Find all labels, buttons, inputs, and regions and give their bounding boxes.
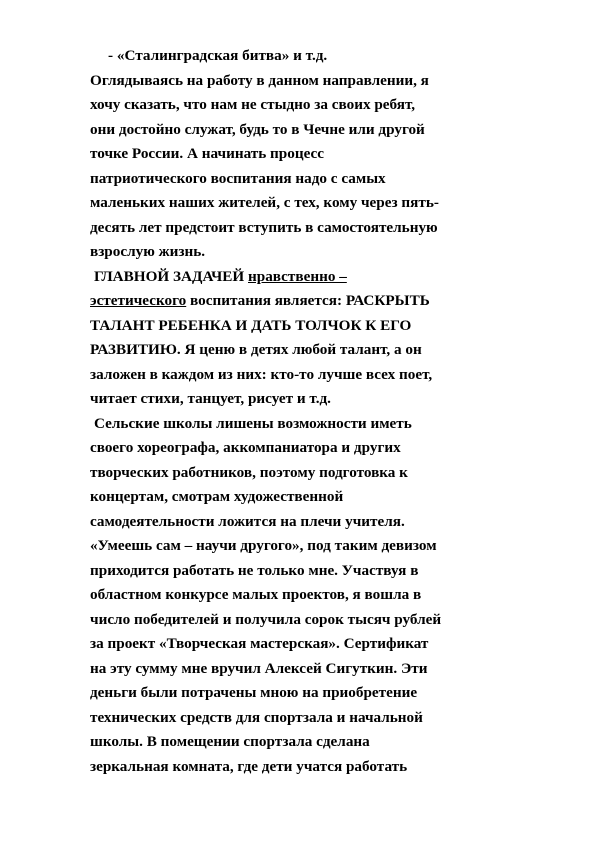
paragraph-line: точке России. А начинать процесс [90, 145, 325, 162]
underlined-moral: нравственно – [248, 267, 347, 285]
paragraph-line: Сельские школы лишены возможности иметь [94, 414, 412, 432]
main-task-line [90, 265, 530, 290]
paragraph-line: на эту сумму мне вручил Алексей Сигуткин. Эти [90, 659, 428, 677]
underlined-aesthetic: эстетического [90, 292, 187, 309]
paragraph-line: Оглядываясь на работу в данном направлении, я [90, 71, 429, 89]
paragraph-line: зеркальная комната, где дети учатся работать [90, 757, 408, 775]
paragraph-line: заложен в каждом из них: кто-то лучше всех поет, [90, 365, 433, 383]
paragraph-line: число победителей и получила сорок тысяч рублей [90, 610, 442, 628]
paragraph-line: концертам, смотрам художественной [90, 488, 344, 505]
paragraph-line: читает стихи, танцует, рисует и т.д. [90, 390, 331, 407]
main-task-caps: ГЛАВНОЙ ЗАДАЧЕЙ [94, 267, 248, 285]
paragraph-line: своего хореографа, аккомпаниатора и других [90, 439, 401, 456]
paragraph-line: школы. В помещении спортзала сделана [90, 733, 370, 750]
paragraph-line: за проект «Творческая мастерская». Сертификат [90, 635, 429, 652]
paragraph-line: они достойно служат, будь то в Чечне или другой [90, 120, 425, 138]
paragraph-line: областном конкурсе малых проектов, я вошла в [90, 586, 422, 603]
paragraph-line: самодеятельности ложится на плечи учителя. [90, 512, 405, 530]
paragraph-line [90, 289, 530, 314]
paragraph-line: ТАЛАНТ РЕБЕНКА И ДАТЬ ТОЛЧОК К ЕГО [90, 316, 412, 334]
paragraph-line: хочу сказать, что нам не стыдно за своих ребят, [90, 96, 416, 113]
list-item-stalingrad: - «Сталинградская битва» и т.д. [108, 47, 328, 64]
paragraph-line: десять лет предстоит вступить в самостоятельную [90, 218, 438, 236]
document-text [90, 44, 530, 779]
paragraph-line: деньги были потрачены мною на приобретение [90, 684, 418, 701]
paragraph-line: патриотического воспитания надо с самых [90, 169, 386, 187]
paragraph-line: маленьких наших жителей, с тех, кому через пять- [90, 194, 439, 211]
paragraph-line: взрослую жизнь. [90, 243, 206, 260]
paragraph-line: технических средств для спортзала и начальной [90, 708, 423, 726]
paragraph-line: «Умеешь сам – научи другого», под таким девизом [90, 537, 437, 554]
paragraph-line: приходится работать не только мне. Участвуя в [90, 561, 419, 579]
paragraph-text: воспитания является: РАСКРЫТЬ [186, 292, 430, 309]
paragraph-line: РАЗВИТИЮ. Я ценю в детях любой талант, а он [90, 341, 422, 358]
paragraph-line: творческих работников, поэтому подготовка к [90, 463, 408, 481]
